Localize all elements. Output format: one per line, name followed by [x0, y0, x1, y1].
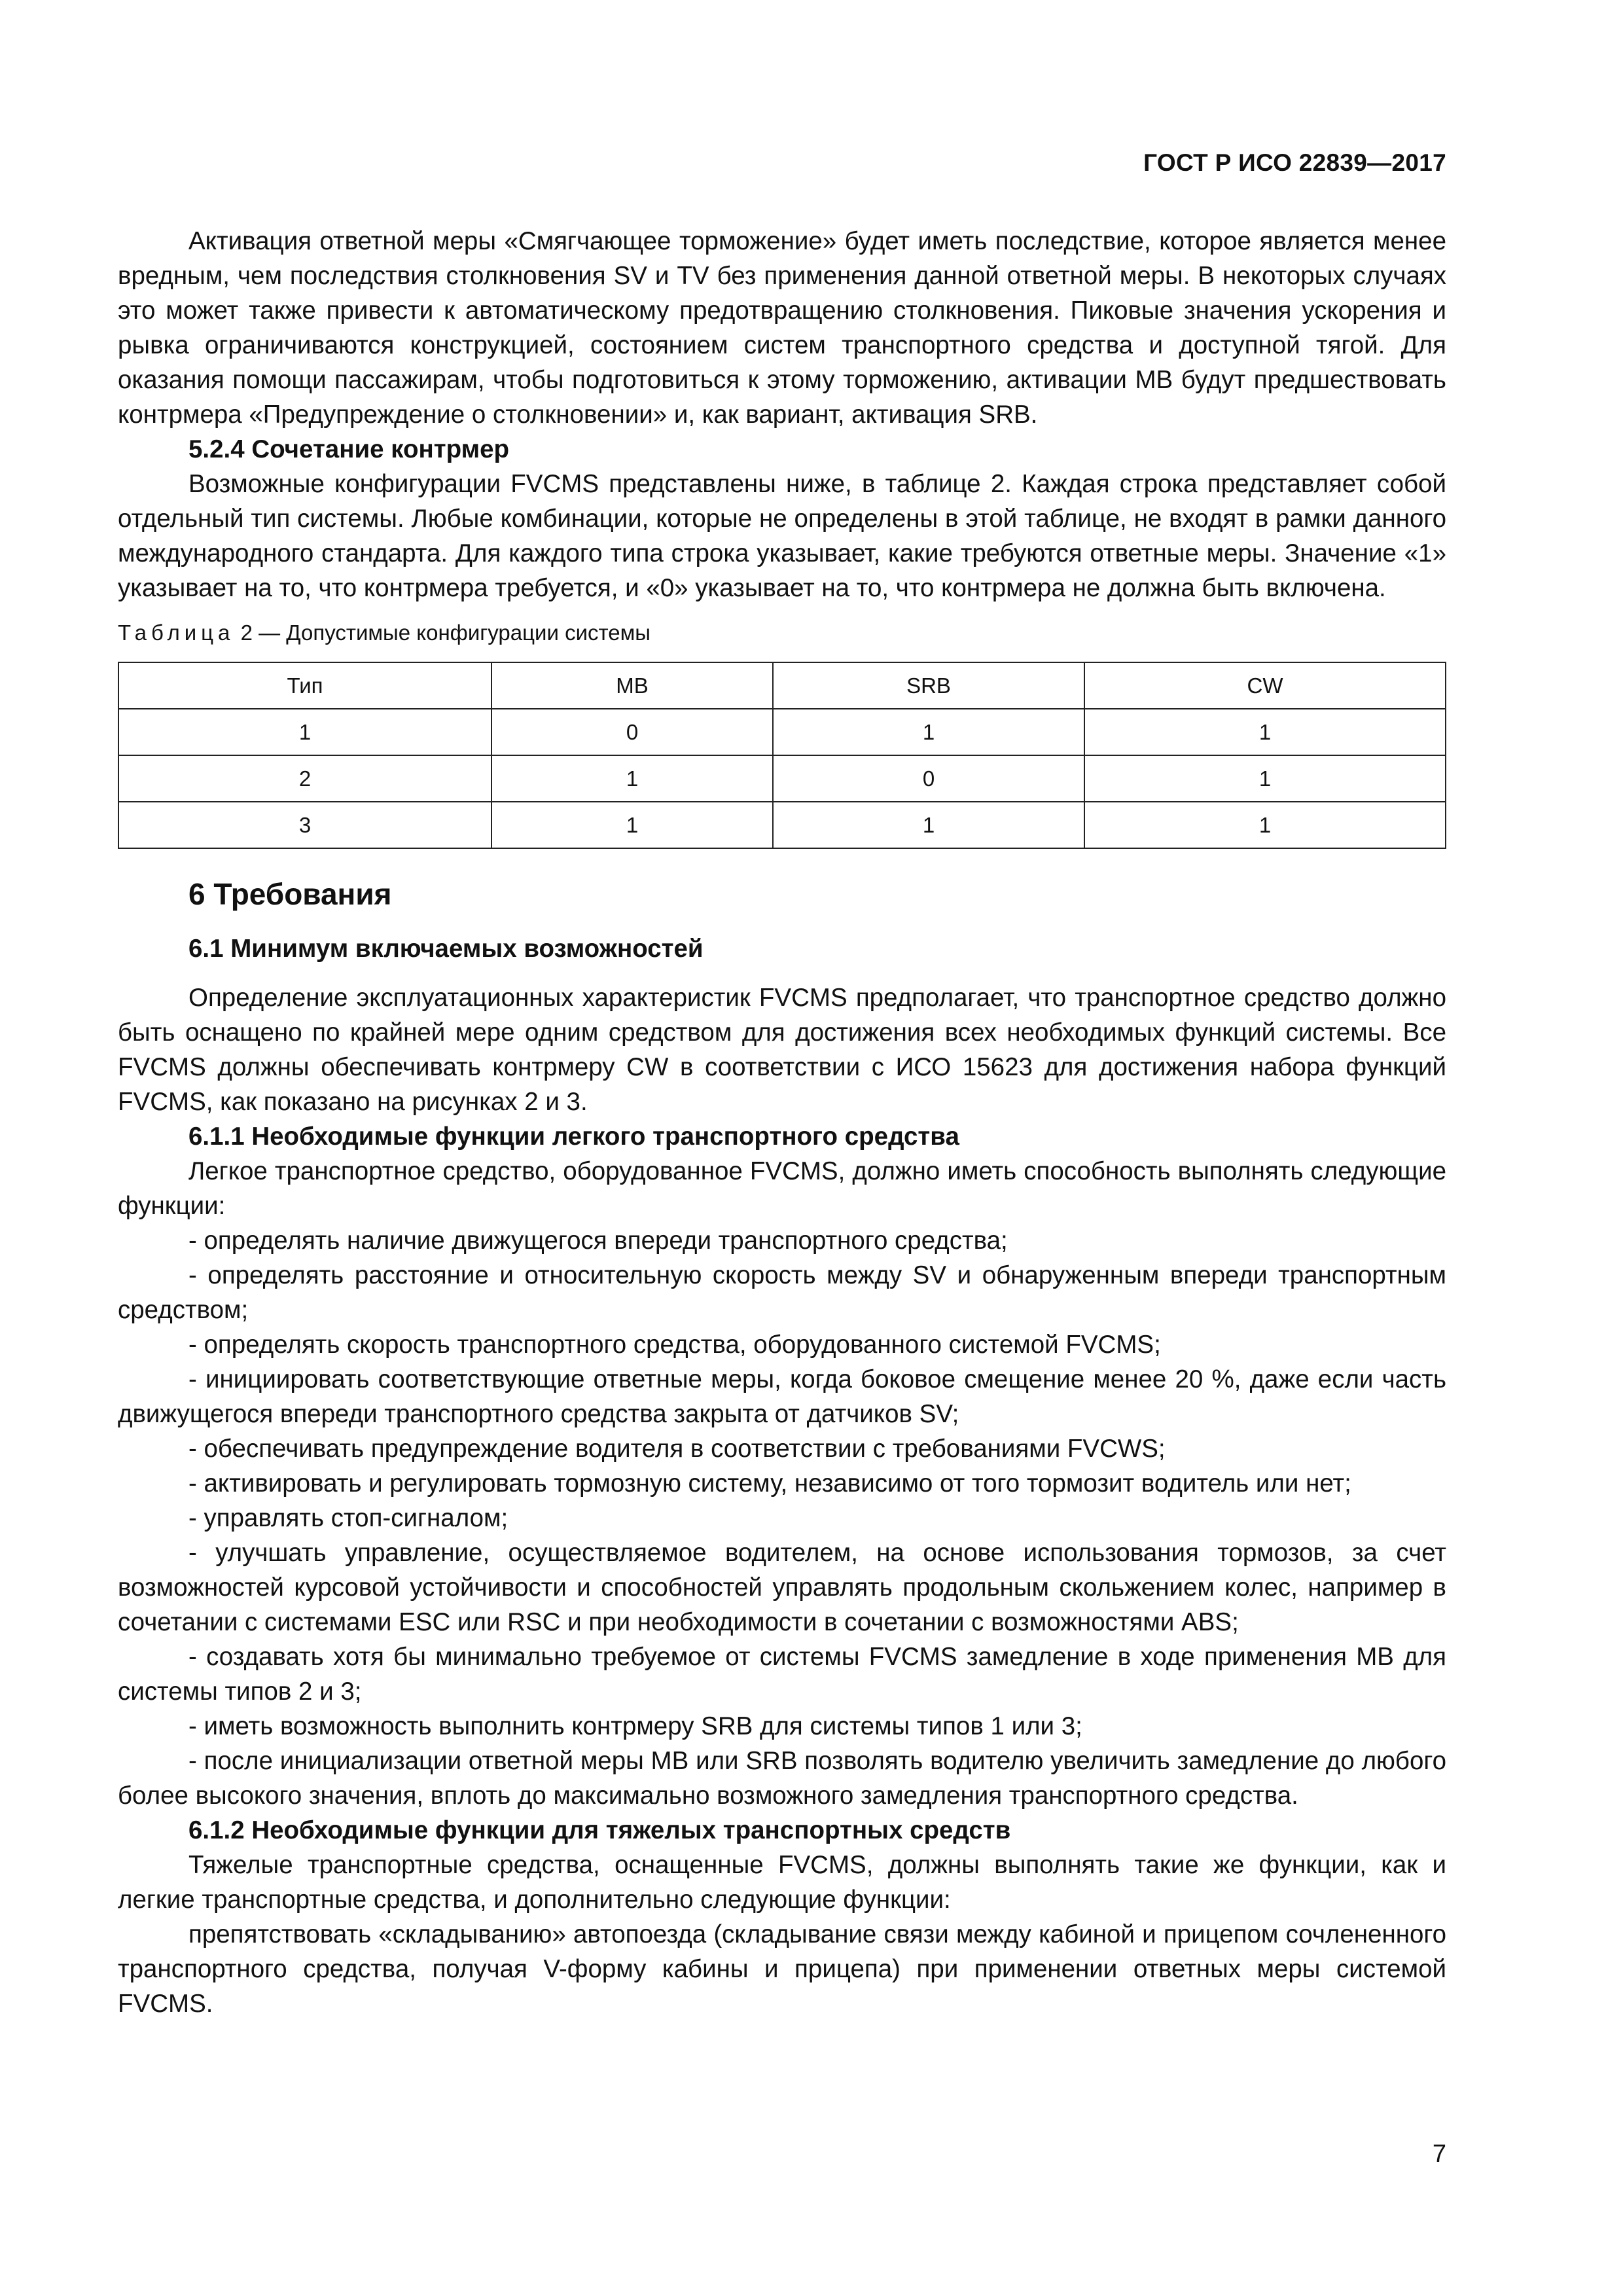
- table-row: [118, 709, 1446, 755]
- table-cell: 1: [773, 802, 1084, 848]
- document-header: ГОСТ Р ИСО 22839—2017: [1143, 149, 1446, 176]
- table-cell: 1: [118, 709, 491, 755]
- intro-paragraph: Активация ответной меры «Смягчающее торможение» будет иметь последствие, которое является менее вредным, чем последствия столкновения SV и TV без применения данной ответной меры. В некоторых случаях это может также привести к автоматическому предотвращению столкновения. Пиковые значения ускорения и рывка ограничиваются конструкцией, состоянием систем транспортного средства и доступной тягой. Для оказания помощи пассажирам, чтобы подготовиться к этому торможению, активации MB будут предшествовать контрмера «Предупреждение о столкновении» и, как вариант, активация SRB.: [118, 227, 1446, 429]
- section-6-1-heading: 6.1 Минимум включаемых возможностей: [188, 935, 704, 963]
- list-item: - создавать хотя бы минимально требуемое от системы FVCMS замедление в ходе применения MB для системы типов 2 и 3;: [118, 1643, 1446, 1706]
- table-header-cell: MB: [491, 662, 773, 709]
- table-header-row: [118, 662, 1446, 709]
- section-6-1-2-heading: 6.1.2 Необходимые функции для тяжелых транспортных средств: [188, 1816, 1011, 1844]
- list-item: - иметь возможность выполнить контрмеру SRB для системы типов 1 или 3;: [188, 1712, 1082, 1740]
- document-page: [118, 0, 1446, 2296]
- list-item: - определять расстояние и относительную скорость между SV и обнаруженным впереди транспортным средством;: [118, 1261, 1446, 1324]
- list-item: - обеспечивать предупреждение водителя в соответствии с требованиями FVCWS;: [188, 1435, 1166, 1463]
- table-header-cell: SRB: [773, 662, 1084, 709]
- table-caption-label: Таблица: [118, 620, 235, 645]
- section-6-1-1-heading: 6.1.1 Необходимые функции легкого транспортного средства: [188, 1122, 959, 1151]
- list-item: - активировать и регулировать тормозную систему, независимо от того тормозит водитель или нет;: [188, 1469, 1351, 1498]
- list-item: - управлять стоп-сигналом;: [188, 1504, 508, 1532]
- table-cell: 0: [491, 709, 773, 755]
- list-item: - инициировать соответствующие ответные меры, когда боковое смещение менее 20 %, даже если часть движущегося впереди транспортного средства закрыта от датчиков SV;: [118, 1365, 1446, 1428]
- section-5-2-4-paragraph: Возможные конфигурации FVCMS представлены ниже, в таблице 2. Каждая строка представляет собой отдельный тип системы. Любые комбинации, которые не определены в этой таблице, не входят в рамки данного международного стандарта. Для каждого типа строка указывает, какие требуются ответные меры. Значение «1» указывает на то, что контрмера требуется, и «0» указывает на то, что контрмера не должна быть включена.: [118, 470, 1446, 602]
- configurations-table: [118, 662, 1446, 849]
- section-6-1-paragraph: Определение эксплуатационных характеристик FVCMS предполагает, что транспортное средство должно быть оснащено по крайней мере одним средством для достижения всех необходимых функций системы. Все FVCMS должны обеспечивать контрмеру CW в соответствии с ИСО 15623 для достижения набора функций FVCMS, как показано на рисунках 2 и 3.: [118, 984, 1446, 1116]
- section-6-heading: 6 Требования: [188, 877, 392, 911]
- table-cell: 1: [491, 755, 773, 802]
- page-number: 7: [1432, 2140, 1446, 2168]
- list-item: - определять скорость транспортного средства, оборудованного системой FVCMS;: [188, 1331, 1161, 1359]
- list-item: - улучшать управление, осуществляемое водителем, на основе использования тормозов, за счет возможностей курсовой устойчивости и способностей управлять продольным скольжением колес, например в сочетании с системами ESC или RSC и при необходимости в сочетании с возможностями ABS;: [118, 1539, 1446, 1636]
- table-cell: 1: [1084, 709, 1446, 755]
- section-6-1-2-intro: Тяжелые транспортные средства, оснащенные FVCMS, должны выполнять такие же функции, как и легкие транспортные средства, и дополнительно следующие функции:: [118, 1851, 1446, 1914]
- list-item: препятствовать «складыванию» автопоезда (складывание связи между кабиной и прицепом сочлененного транспортного средства, получая V-форму кабины и прицепа) при применении ответных меры системой FVCMS.: [118, 1920, 1446, 2018]
- list-item: - после инициализации ответной меры MB или SRB позволять водителю увеличить замедление до любого более высокого значения, вплоть до максимально возможного замедления транспортного средства.: [118, 1747, 1446, 1810]
- table-cell: 1: [1084, 802, 1446, 848]
- table-row: [118, 802, 1446, 848]
- table-header-cell: CW: [1084, 662, 1446, 709]
- document-body: [118, 224, 1446, 2021]
- table-header-cell: Тип: [118, 662, 491, 709]
- table-caption: [118, 619, 1446, 647]
- table-cell: 1: [491, 802, 773, 848]
- list-item: - определять наличие движущегося впереди транспортного средства;: [188, 1227, 1008, 1255]
- section-6-1-1-intro: Легкое транспортное средство, оборудованное FVCMS, должно иметь способность выполнять следующие функции:: [118, 1157, 1446, 1220]
- table-cell: 1: [1084, 755, 1446, 802]
- table-cell: 2: [118, 755, 491, 802]
- table-row: [118, 755, 1446, 802]
- table-cell: 3: [118, 802, 491, 848]
- table-cell: 1: [773, 709, 1084, 755]
- table-caption-text: 2 — Допустимые конфигурации системы: [240, 620, 651, 645]
- table-cell: 0: [773, 755, 1084, 802]
- section-5-2-4-heading: 5.2.4 Сочетание контрмер: [188, 435, 510, 463]
